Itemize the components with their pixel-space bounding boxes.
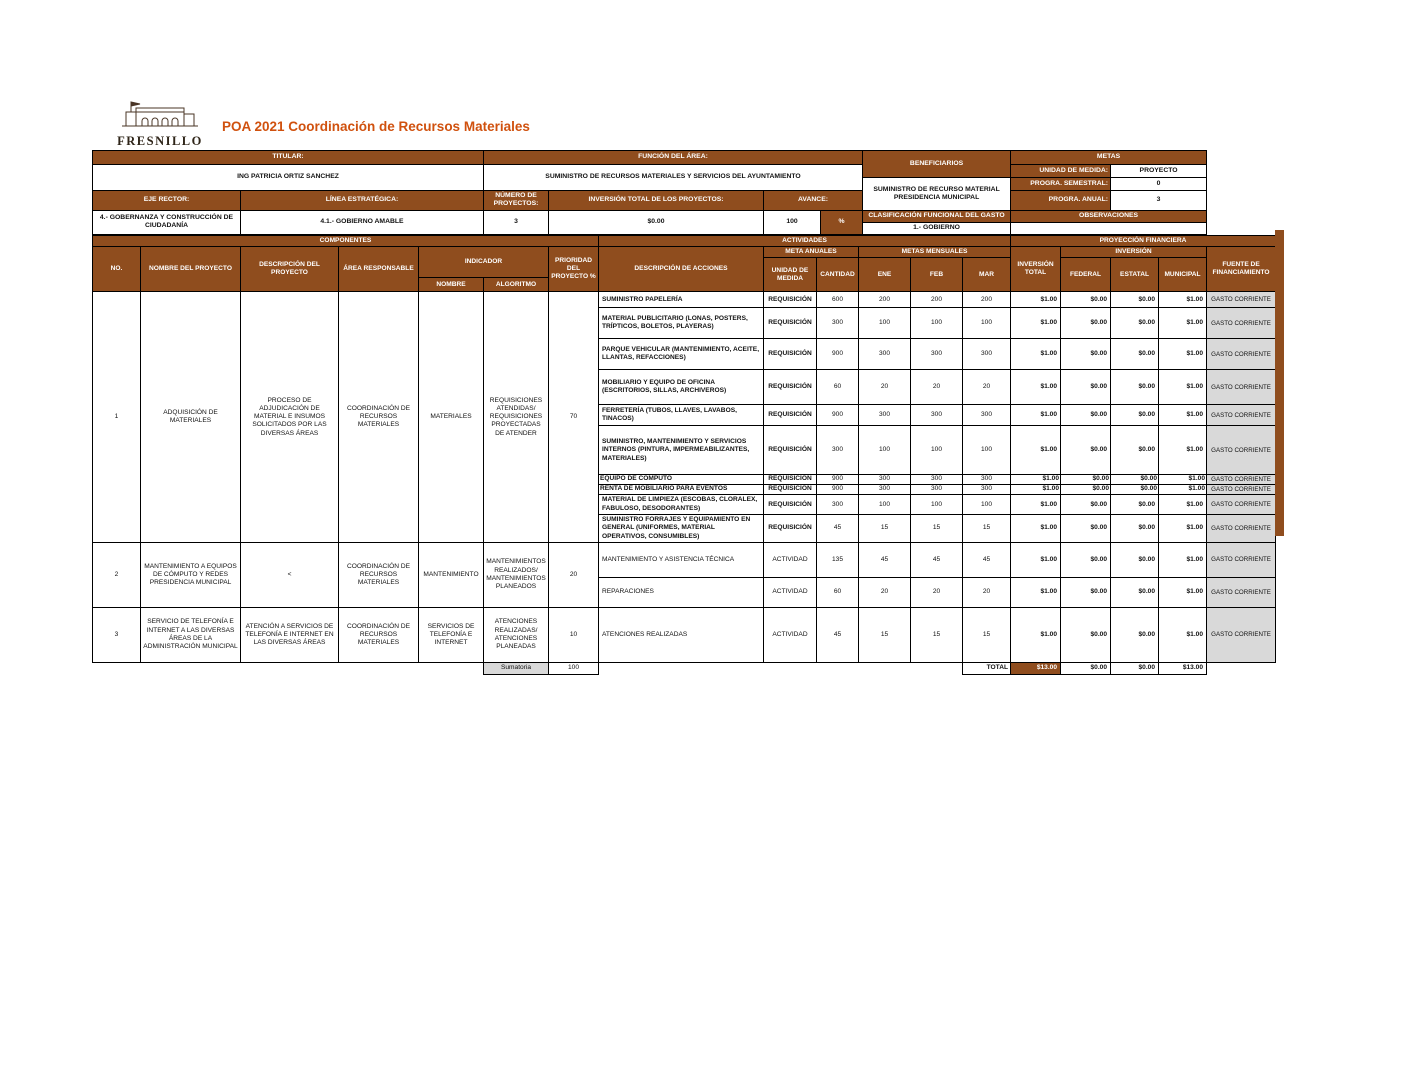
project-prioridad: 70: [549, 292, 599, 542]
action-desc: PARQUE VEHICULAR (MANTENIMIENTO, ACEITE, LLANTAS, REFACCIONES): [599, 339, 764, 370]
action-inversion-total: $1.00: [1011, 485, 1061, 495]
action-ene: 300: [859, 485, 911, 495]
action-fuente: GASTO CORRIENTE: [1207, 607, 1276, 662]
action-ene: 100: [859, 308, 911, 339]
action-ene: 20: [859, 370, 911, 405]
project-prioridad: 10: [549, 607, 599, 662]
titular-label: TITULAR:: [93, 151, 484, 165]
col-header-municipal: MUNICIPAL: [1159, 258, 1207, 292]
action-municipal: $1.00: [1159, 542, 1207, 577]
action-municipal: $1.00: [1159, 339, 1207, 370]
project-descripcion: <: [241, 542, 339, 607]
action-mar: 300: [963, 485, 1011, 495]
page-title: POA 2021 Coordinación de Recursos Materiales: [222, 119, 530, 134]
total-label: TOTAL: [963, 662, 1011, 674]
action-cantidad: 900: [817, 475, 859, 485]
action-fuente: GASTO CORRIENTE: [1207, 475, 1276, 485]
action-federal: $0.00: [1061, 405, 1111, 426]
action-federal: $0.00: [1061, 542, 1111, 577]
action-mar: 15: [963, 514, 1011, 542]
action-estatal: $0.00: [1111, 339, 1159, 370]
action-municipal: $1.00: [1159, 607, 1207, 662]
project-no: 1: [93, 292, 141, 542]
meta-anuales-banner: META ANUALES: [764, 247, 859, 258]
col-header-area-responsable: ÁREA RESPONSABLE: [339, 247, 419, 292]
metas-mensuales-banner: METAS MENSUALES: [859, 247, 1011, 258]
action-feb: 300: [911, 339, 963, 370]
beneficiarios-label: BENEFICIARIOS: [863, 151, 1011, 178]
action-federal: $0.00: [1061, 514, 1111, 542]
action-mar: 300: [963, 339, 1011, 370]
unidad-medida-value: PROYECTO: [1111, 165, 1207, 178]
poa-sheet: [92, 150, 1276, 675]
col-header-indicador: INDICADOR: [419, 247, 549, 278]
action-cantidad: 600: [817, 292, 859, 308]
action-ene: 300: [859, 405, 911, 426]
action-fuente: GASTO CORRIENTE: [1207, 577, 1276, 607]
action-fuente: GASTO CORRIENTE: [1207, 426, 1276, 475]
metas-label: METAS: [1011, 151, 1207, 165]
action-inversion-total: $1.00: [1011, 514, 1061, 542]
action-inversion-total: $1.00: [1011, 495, 1061, 514]
action-municipal: $1.00: [1159, 577, 1207, 607]
action-federal: $0.00: [1061, 426, 1111, 475]
action-inversion-total: $1.00: [1011, 607, 1061, 662]
project-prioridad: 20: [549, 542, 599, 607]
action-cantidad: 900: [817, 339, 859, 370]
action-inversion-total: $1.00: [1011, 405, 1061, 426]
action-cantidad: 45: [817, 607, 859, 662]
action-ene: 20: [859, 577, 911, 607]
total-inversion: $13.00: [1011, 662, 1061, 674]
action-federal: $0.00: [1061, 475, 1111, 485]
action-inversion-total: $1.00: [1011, 308, 1061, 339]
action-ene: 45: [859, 542, 911, 577]
componentes-banner: COMPONENTES: [93, 235, 599, 246]
sumatoria-label: Sumatoria: [484, 662, 549, 674]
sumatoria-value: 100: [549, 662, 599, 674]
col-header-inversion-total: INVERSIÓN TOTAL: [1011, 247, 1061, 292]
action-desc: SUMINISTRO FORRAJES Y EQUIPAMIENTO EN GENERAL (UNIFORMES, MATERIAL OPERATIVOS, CONSUMIBLES): [599, 514, 764, 542]
project-indicador-nombre: SERVICIOS DE TELEFONÍA E INTERNET: [419, 607, 484, 662]
col-header-mar: MAR: [963, 258, 1011, 292]
action-federal: $0.00: [1061, 485, 1111, 495]
col-header-unidad-medida: UNIDAD DE MEDIDA: [764, 258, 817, 292]
action-fuente: GASTO CORRIENTE: [1207, 485, 1276, 495]
municipal-building-icon: [120, 98, 200, 128]
progra-semestral-value: 0: [1111, 178, 1207, 191]
action-desc: FERRETERÍA (TUBOS, LLAVES, LAVABOS, TINACOS): [599, 405, 764, 426]
action-inversion-total: $1.00: [1011, 577, 1061, 607]
project-descripcion: PROCESO DE ADJUDICACIÓN DE MATERIAL E INSUMOS SOLICITADOS POR LAS DIVERSAS ÁREAS: [241, 292, 339, 542]
action-desc: SUMINISTRO PAPELERÍA: [599, 292, 764, 308]
col-header-indicador-nombre: NOMBRE: [419, 278, 484, 292]
action-cantidad: 300: [817, 495, 859, 514]
action-unidad: REQUISICIÓN: [764, 308, 817, 339]
project-descripcion: ATENCIÓN A SERVICIOS DE TELEFONÍA E INTERNET EN LAS DIVERSAS ÁREAS: [241, 607, 339, 662]
action-unidad: REQUISICIÓN: [764, 426, 817, 475]
action-fuente: GASTO CORRIENTE: [1207, 370, 1276, 405]
action-unidad: ACTIVIDAD: [764, 607, 817, 662]
project-no: 2: [93, 542, 141, 607]
col-header-descripcion-acciones: DESCRIPCIÓN DE ACCIONES: [599, 247, 764, 292]
action-cantidad: 300: [817, 308, 859, 339]
col-header-prioridad: PRIORIDAD DEL PROYECTO %: [549, 247, 599, 292]
unidad-medida-label: UNIDAD DE MEDIDA:: [1011, 165, 1111, 178]
action-estatal: $0.00: [1111, 426, 1159, 475]
action-ene: 300: [859, 339, 911, 370]
col-header-estatal: ESTATAL: [1111, 258, 1159, 292]
action-desc: MATERIAL PUBLICITARIO (LONAS, POSTERS, TRÍPTICOS, BOLETOS, PLAYERAS): [599, 308, 764, 339]
avance-label: AVANCE:: [764, 191, 863, 211]
clasificacion-gasto-value: 1.- GOBIERNO: [863, 222, 1011, 234]
action-feb: 20: [911, 370, 963, 405]
total-municipal: $13.00: [1159, 662, 1207, 674]
action-mar: 20: [963, 577, 1011, 607]
action-unidad: REQUISICIÓN: [764, 339, 817, 370]
linea-estrategica-value: 4.1.- GOBIERNO AMABLE: [241, 210, 484, 234]
action-feb: 20: [911, 577, 963, 607]
action-federal: $0.00: [1061, 308, 1111, 339]
project-no: 3: [93, 607, 141, 662]
action-municipal: $1.00: [1159, 514, 1207, 542]
action-estatal: $0.00: [1111, 607, 1159, 662]
action-cantidad: 60: [817, 577, 859, 607]
action-mar: 20: [963, 370, 1011, 405]
project-indicador-algoritmo: MANTENIMIENTOS REALIZADOS/ MANTENIMIENTOS PLANEADOS: [484, 542, 549, 607]
progra-anual-label: PROGRA. ANUAL:: [1011, 191, 1111, 211]
footer-spacer: [93, 662, 484, 674]
project-indicador-algoritmo: ATENCIONES REALIZADAS/ ATENCIONES PLANEADAS: [484, 607, 549, 662]
action-cantidad: 45: [817, 514, 859, 542]
action-desc: RENTA DE MOBILIARIO PARA EVENTOS: [599, 485, 764, 495]
col-header-descripcion-proyecto: DESCRIPCIÓN DEL PROYECTO: [241, 247, 339, 292]
action-municipal: $1.00: [1159, 292, 1207, 308]
avance-value: 100: [764, 210, 821, 234]
col-header-indicador-algoritmo: ALGORITMO: [484, 278, 549, 292]
project-indicador-nombre: MANTENIMIENTO: [419, 542, 484, 607]
action-feb: 100: [911, 426, 963, 475]
action-municipal: $1.00: [1159, 475, 1207, 485]
action-federal: $0.00: [1061, 607, 1111, 662]
action-estatal: $0.00: [1111, 370, 1159, 405]
action-desc: SUMINISTRO, MANTENIMIENTO Y SERVICIOS INTERNOS (PINTURA, IMPERMEABILIZANTES, MATERIALES): [599, 426, 764, 475]
col-header-nombre-proyecto: NOMBRE DEL PROYECTO: [141, 247, 241, 292]
numero-proyectos-label: NÚMERO DE PROYECTOS:: [484, 191, 549, 211]
clasificacion-gasto-label: CLASIFICACIÓN FUNCIONAL DEL GASTO: [863, 210, 1011, 222]
action-desc: MOBILIARIO Y EQUIPO DE OFICINA (ESCRITORIOS, SILLAS, ARCHIVEROS): [599, 370, 764, 405]
action-municipal: $1.00: [1159, 495, 1207, 514]
linea-estrategica-label: LÍNEA ESTRATÉGICA:: [241, 191, 484, 211]
action-ene: 200: [859, 292, 911, 308]
footer-spacer: [1207, 662, 1276, 674]
action-fuente: GASTO CORRIENTE: [1207, 292, 1276, 308]
action-estatal: $0.00: [1111, 485, 1159, 495]
action-fuente: GASTO CORRIENTE: [1207, 514, 1276, 542]
action-estatal: $0.00: [1111, 542, 1159, 577]
right-edge-accent-bar: [1275, 230, 1284, 536]
fresnillo-logo: [112, 98, 208, 154]
action-unidad: REQUISICIÓN: [764, 370, 817, 405]
action-mar: 100: [963, 426, 1011, 475]
action-mar: 300: [963, 405, 1011, 426]
numero-proyectos-value: 3: [484, 210, 549, 234]
observaciones-label: OBSERVACIONES: [1011, 210, 1207, 222]
action-unidad: REQUISICIÓN: [764, 514, 817, 542]
action-inversion-total: $1.00: [1011, 370, 1061, 405]
action-inversion-total: $1.00: [1011, 475, 1061, 485]
project-area: COORDINACIÓN DE RECURSOS MATERIALES: [339, 542, 419, 607]
action-federal: $0.00: [1061, 495, 1111, 514]
action-federal: $0.00: [1061, 292, 1111, 308]
logo-title: FRESNILLO: [117, 134, 203, 148]
action-feb: 100: [911, 495, 963, 514]
action-unidad: REQUISICIÓN: [764, 475, 817, 485]
col-header-no: NO.: [93, 247, 141, 292]
observaciones-value: [1011, 222, 1207, 234]
action-feb: 45: [911, 542, 963, 577]
progra-semestral-label: PROGRA. SEMESTRAL:: [1011, 178, 1111, 191]
action-desc: MANTENIMIENTO Y ASISTENCIA TÉCNICA: [599, 542, 764, 577]
inversion-proyectos-label: INVERSIÓN TOTAL DE LOS PROYECTOS:: [549, 191, 764, 211]
col-header-feb: FEB: [911, 258, 963, 292]
action-ene: 100: [859, 426, 911, 475]
action-cantidad: 300: [817, 426, 859, 475]
action-mar: 15: [963, 607, 1011, 662]
action-mar: 100: [963, 308, 1011, 339]
action-estatal: $0.00: [1111, 405, 1159, 426]
action-cantidad: 60: [817, 370, 859, 405]
action-inversion-total: $1.00: [1011, 426, 1061, 475]
action-mar: 300: [963, 475, 1011, 485]
progra-anual-value: 3: [1111, 191, 1207, 211]
action-desc: MATERIAL DE LIMPIEZA (ESCOBAS, CLORALEX, FABULOSO, DESODORANTES): [599, 495, 764, 514]
footer-spacer: [599, 662, 963, 674]
action-estatal: $0.00: [1111, 577, 1159, 607]
action-mar: 200: [963, 292, 1011, 308]
action-unidad: ACTIVIDAD: [764, 577, 817, 607]
action-estatal: $0.00: [1111, 292, 1159, 308]
total-estatal: $0.00: [1111, 662, 1159, 674]
action-feb: 200: [911, 292, 963, 308]
action-fuente: GASTO CORRIENTE: [1207, 339, 1276, 370]
action-cantidad: 900: [817, 405, 859, 426]
action-feb: 300: [911, 485, 963, 495]
action-inversion-total: $1.00: [1011, 542, 1061, 577]
projects-table: [92, 235, 1276, 675]
action-feb: 300: [911, 405, 963, 426]
eje-rector-value: 4.- GOBERNANZA Y CONSTRUCCIÓN DE CIUDADANÍA: [93, 210, 241, 234]
action-municipal: $1.00: [1159, 370, 1207, 405]
project-indicador-algoritmo: REQUISICIONES ATENDIDAS/ REQUISICIONES PROYECTADAS DE ATENDER: [484, 292, 549, 542]
action-mar: 45: [963, 542, 1011, 577]
action-federal: $0.00: [1061, 370, 1111, 405]
beneficiarios-value: SUMINISTRO DE RECURSO MATERIAL PRESIDENCIA MUNICIPAL: [863, 178, 1011, 211]
actividades-banner: ACTIVIDADES: [599, 235, 1011, 246]
titular-value: ING PATRICIA ORTIZ SANCHEZ: [93, 165, 484, 191]
action-ene: 15: [859, 514, 911, 542]
project-nombre: SERVICIO DE TELEFONÍA E INTERNET A LAS DIVERSAS ÁREAS DE LA ADMINISTRACIÓN MUNICIPAL: [141, 607, 241, 662]
totals-row: [93, 662, 1276, 674]
action-row: [93, 607, 1276, 662]
action-fuente: GASTO CORRIENTE: [1207, 542, 1276, 577]
action-fuente: GASTO CORRIENTE: [1207, 495, 1276, 514]
action-ene: 15: [859, 607, 911, 662]
project-indicador-nombre: MATERIALES: [419, 292, 484, 542]
col-header-fuente: FUENTE DE FINANCIAMIENTO: [1207, 247, 1276, 292]
action-fuente: GASTO CORRIENTE: [1207, 405, 1276, 426]
action-municipal: $1.00: [1159, 405, 1207, 426]
action-row: [93, 292, 1276, 308]
action-row: [93, 542, 1276, 577]
avance-percent-sign: %: [821, 210, 863, 234]
action-cantidad: 135: [817, 542, 859, 577]
action-municipal: $1.00: [1159, 485, 1207, 495]
total-federal: $0.00: [1061, 662, 1111, 674]
action-fuente: GASTO CORRIENTE: [1207, 308, 1276, 339]
action-municipal: $1.00: [1159, 426, 1207, 475]
project-area: COORDINACIÓN DE RECURSOS MATERIALES: [339, 292, 419, 542]
project-nombre: ADQUISICIÓN DE MATERIALES: [141, 292, 241, 542]
funcion-area-value: SUMINISTRO DE RECURSOS MATERIALES Y SERVICIOS DEL AYUNTAMIENTO: [484, 165, 863, 191]
action-desc: ATENCIONES REALIZADAS: [599, 607, 764, 662]
action-unidad: REQUISICIÓN: [764, 485, 817, 495]
funcion-area-label: FUNCIÓN DEL ÁREA:: [484, 151, 863, 165]
inversion-banner: INVERSIÓN: [1061, 247, 1207, 258]
col-header-federal: FEDERAL: [1061, 258, 1111, 292]
action-mar: 100: [963, 495, 1011, 514]
action-ene: 100: [859, 495, 911, 514]
action-municipal: $1.00: [1159, 308, 1207, 339]
action-federal: $0.00: [1061, 577, 1111, 607]
action-estatal: $0.00: [1111, 308, 1159, 339]
col-header-ene: ENE: [859, 258, 911, 292]
action-unidad: REQUISICIÓN: [764, 292, 817, 308]
action-estatal: $0.00: [1111, 495, 1159, 514]
action-cantidad: 900: [817, 485, 859, 495]
area-info-table: [92, 150, 1207, 235]
action-desc: EQUIPO DE CÓMPUTO: [599, 475, 764, 485]
project-area: COORDINACIÓN DE RECURSOS MATERIALES: [339, 607, 419, 662]
action-unidad: REQUISICIÓN: [764, 495, 817, 514]
action-desc: REPARACIONES: [599, 577, 764, 607]
eje-rector-label: EJE RECTOR:: [93, 191, 241, 211]
proyeccion-financiera-banner: PROYECCIÓN FINANCIERA: [1011, 235, 1276, 246]
action-feb: 15: [911, 607, 963, 662]
action-unidad: REQUISICIÓN: [764, 405, 817, 426]
action-ene: 300: [859, 475, 911, 485]
action-inversion-total: $1.00: [1011, 339, 1061, 370]
action-estatal: $0.00: [1111, 514, 1159, 542]
col-header-cantidad: CANTIDAD: [817, 258, 859, 292]
inversion-proyectos-value: $0.00: [549, 210, 764, 234]
action-feb: 15: [911, 514, 963, 542]
action-unidad: ACTIVIDAD: [764, 542, 817, 577]
action-feb: 300: [911, 475, 963, 485]
action-estatal: $0.00: [1111, 475, 1159, 485]
project-nombre: MANTENIMIENTO A EQUIPOS DE CÓMPUTO Y REDES PRESIDENCIA MUNICIPAL: [141, 542, 241, 607]
action-inversion-total: $1.00: [1011, 292, 1061, 308]
action-feb: 100: [911, 308, 963, 339]
action-federal: $0.00: [1061, 339, 1111, 370]
